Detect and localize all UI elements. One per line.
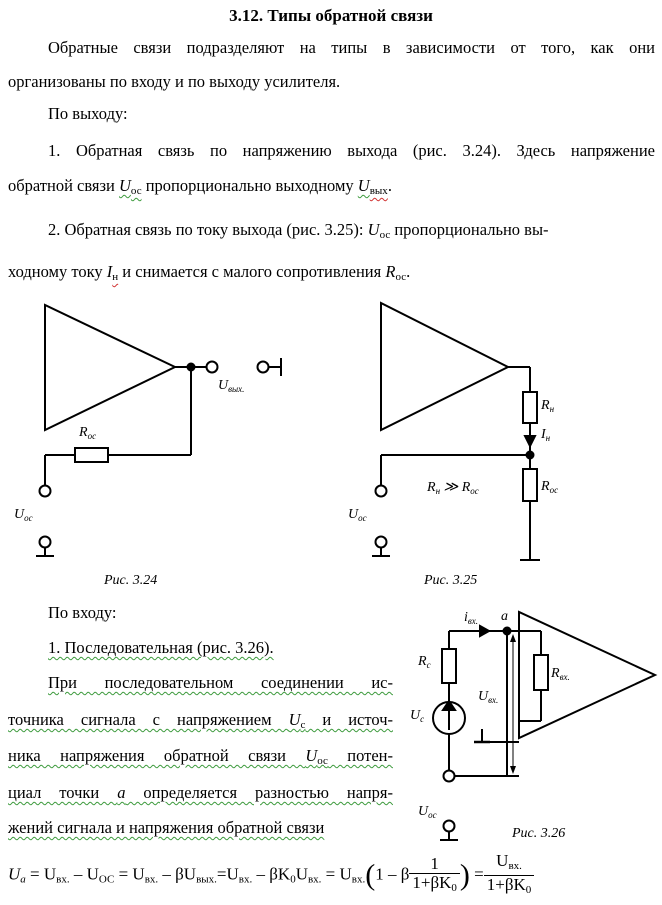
input-heading: По входу:: [48, 603, 117, 622]
item2-text-c: ходному току: [8, 262, 107, 281]
item2-text-a: 2. Обратная связь по току выхода (рис. 3.25):: [48, 220, 368, 239]
item1-line-1: 1. Обратная связь по напряжению выхода (рис. 3.24). Здесь напряжение: [48, 141, 655, 160]
intro-line-2: организованы по входу и по выходу усилителя.: [8, 72, 341, 91]
formula-fraction-1: $\frac{1}{1+\beta K_0}$: [409, 855, 460, 897]
item1-text-a: обратной связи: [8, 176, 119, 195]
var-r: R: [385, 262, 396, 281]
fig326-rc-label: $R_с$: [418, 654, 431, 670]
fig326-uc-label: $U_с$: [410, 708, 425, 724]
fig325-uoc-label: $U_{ос}$: [348, 507, 367, 523]
intro-line-1: Обратные связи подразделяют на типы в зависимости от того, как они: [48, 38, 655, 57]
fig326-a-label: a: [501, 609, 508, 624]
item1-text-b: пропорционально выходному: [141, 176, 358, 195]
fig325-caption: Рис. 3.25: [424, 573, 478, 588]
fig324-amplifier-triangle: [45, 305, 175, 430]
fig325-relation-label: $R_н$ ≫ $R_{ос}$: [427, 480, 479, 496]
fig326-rin-resistor: [534, 655, 548, 690]
fig324-uoc-label: $U_{ос}$: [14, 507, 33, 523]
fig324-uout-label: $U_{вых.}$: [218, 378, 245, 394]
series-line-3: ника напряжения обратной связи $U_{ос}$ потен-: [8, 746, 393, 767]
series-line-4: циал точки а определяется разностью напря-: [8, 783, 393, 802]
item2-text-b: пропорционально вы-: [390, 220, 549, 239]
fig325-rn-resistor: [523, 392, 537, 423]
fig324-roc-resistor: [75, 448, 108, 462]
item1-period: .: [387, 176, 392, 195]
sub-out: вых: [369, 185, 388, 197]
formula-fraction-2: $\frac{U_{вх.}}{1+\beta K_0}$: [484, 852, 535, 899]
sub-n: н: [112, 271, 119, 283]
fig325-in-label: $I_н$: [541, 427, 551, 443]
item3-line: 1. Последовательная (рис. 3.26).: [48, 638, 274, 657]
item2-text-d: и снимается с малого сопротивления: [118, 262, 386, 281]
series-line-1: При последовательном соединении ис-: [48, 673, 393, 692]
output-heading: По выходу:: [48, 104, 128, 123]
item2-period: .: [406, 262, 411, 281]
fig325-schematic: [372, 303, 540, 560]
var-u-oc: U: [119, 176, 131, 195]
fig324-schematic: [36, 305, 281, 556]
fig326-rin-label: $R_{вх.}$: [551, 666, 570, 682]
sub-roc: ос: [395, 271, 407, 283]
fig324-roc-label: $R_{ос}$: [79, 425, 97, 441]
series-line-2: точника сигнала с напряжением $U_с$ и источ-: [8, 710, 393, 731]
fig325-roc-resistor: [523, 469, 537, 501]
formula-line: $U_a = U_{вх.} - U_{ОС} = U_{вх.} - \beta U_{вых.}=U_{вх.} - \beta K_0U_{вх.} = U_{вх.}(1 - \beta$ $\frac{1}{1+\beta K_0}$ ) = $\frac{U_{вх.}}{1+\beta K_0}$: [8, 852, 534, 899]
fig325-amplifier-triangle: [381, 303, 508, 430]
fig326-uoc-label: $U_{ос}$: [418, 804, 437, 820]
series-line-5: жений сигнала и напряжения обратной связи: [8, 818, 325, 837]
fig324-caption: Рис. 3.24: [104, 573, 158, 588]
fig326-uin-label: $U_{вх.}$: [478, 689, 499, 705]
fig326-caption: Рис. 3.26: [512, 826, 566, 841]
var-u: U: [367, 220, 380, 239]
fig326-iin-label: $i_{вх.}$: [464, 610, 479, 626]
sub-oc-2: ос: [379, 229, 391, 241]
section-title: 3.12. Типы обратной связи: [229, 6, 433, 25]
fig325-rn-label: $R_н$: [541, 398, 555, 414]
fig326-schematic: [433, 612, 655, 840]
fig325-roc-label: $R_{ос}$: [541, 479, 559, 495]
var-i: I: [106, 262, 113, 281]
fig326-rc-resistor: [442, 649, 456, 683]
sub-oc: ос: [130, 185, 142, 197]
var-u-out: U: [357, 176, 370, 195]
